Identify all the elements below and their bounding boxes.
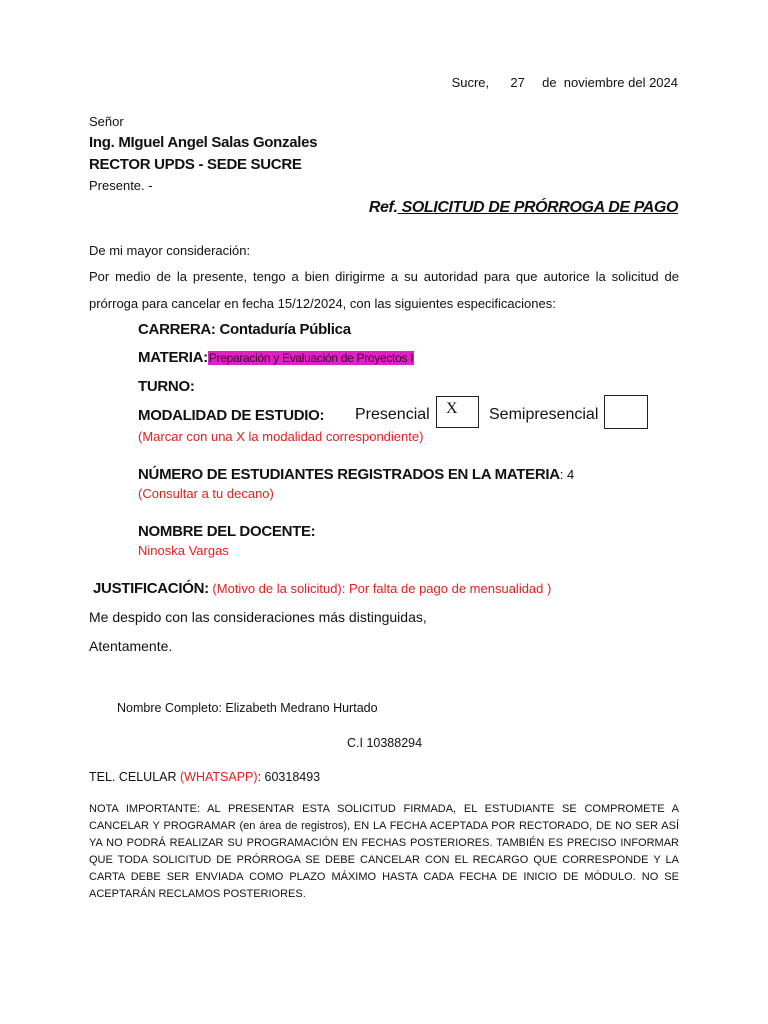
reference-prefix: Ref. bbox=[368, 199, 398, 216]
semipresencial-label: Semipresencial bbox=[489, 406, 599, 423]
tel-value: : 60318493 bbox=[257, 770, 321, 784]
docente-label: NOMBRE DEL DOCENTE: bbox=[138, 523, 316, 540]
justificacion-label: JUSTIFICACIÓN: bbox=[93, 580, 209, 597]
estudiantes-field bbox=[138, 466, 574, 484]
date-day: 27 bbox=[510, 75, 525, 90]
semipresencial-checkbox[interactable] bbox=[604, 395, 648, 429]
date-city: Sucre, bbox=[451, 75, 490, 90]
atentamente: Atentamente. bbox=[89, 638, 173, 654]
recipient-name: Ing. MIguel Angel Salas Gonzales bbox=[89, 134, 318, 151]
estudiantes-value: 4 bbox=[567, 467, 575, 482]
tel-line bbox=[89, 770, 320, 784]
materia-value: Preparación y Evaluación de Proyectos I bbox=[208, 351, 414, 365]
intro-paragraph: Por medio de la presente, tengo a bien dirigirme a su autoridad para que autorice la solicitud de prórroga para cancelar en fecha 15/12/2024, con las siguientes especificaciones: bbox=[89, 269, 679, 311]
nombre-completo: Nombre Completo: Elizabeth Medrano Hurtado bbox=[117, 701, 378, 715]
docente-value: Ninoska Vargas bbox=[138, 543, 229, 558]
reference-subject: SOLICITUD DE PRÓRROGA DE PAGO bbox=[397, 199, 678, 216]
tel-label: TEL. CELULAR bbox=[89, 770, 181, 784]
modalidad-label: MODALIDAD DE ESTUDIO: bbox=[138, 407, 325, 424]
estudiantes-label: NÚMERO DE ESTUDIANTES REGISTRADOS EN LA MATERIA bbox=[138, 466, 560, 483]
salutation: Señor bbox=[89, 114, 124, 129]
estudiantes-note: (Consultar a tu decano) bbox=[138, 486, 274, 501]
estudiantes-colon: : bbox=[559, 467, 567, 482]
justificacion-line bbox=[93, 580, 551, 598]
tel-whatsapp: (WHATSAPP) bbox=[180, 770, 258, 784]
presente: Presente. - bbox=[89, 178, 153, 193]
recipient-position: RECTOR UPDS - SEDE SUCRE bbox=[89, 156, 302, 173]
materia-field bbox=[138, 349, 414, 366]
presencial-checkbox[interactable] bbox=[436, 396, 479, 428]
materia-label: MATERIA: bbox=[138, 349, 208, 366]
date-line bbox=[452, 75, 678, 90]
modalidad-note: (Marcar con una X la modalidad correspondiente) bbox=[138, 429, 424, 444]
presencial-label: Presencial bbox=[355, 406, 430, 423]
turno-label: TURNO: bbox=[138, 378, 195, 395]
presencial-mark: X bbox=[446, 400, 458, 417]
justificacion-value: (Motivo de la solicitud): Por falta de pago de mensualidad ) bbox=[208, 581, 552, 596]
greeting: De mi mayor consideración: bbox=[89, 243, 251, 258]
ci-number: C.I 10388294 bbox=[347, 736, 423, 750]
date-month-year: de noviembre del 2024 bbox=[542, 75, 678, 90]
closing-line: Me despido con las consideraciones más distinguidas, bbox=[89, 609, 427, 625]
carrera-field: CARRERA: Contaduría Pública bbox=[138, 321, 351, 338]
reference-line bbox=[369, 199, 678, 217]
nota-importante: NOTA IMPORTANTE: AL PRESENTAR ESTA SOLICITUD FIRMADA, EL ESTUDIANTE SE COMPROMETE A CANCELAR Y PROGRAMAR (en área de registros), EN LA FECHA ACEPTADA POR RECTORADO, DE NO SER ASÍ YA NO PODRÁ REALIZAR SU PROGRAMACIÓN EN FECHAS POSTERIORES. TAMBIÉN ES PRECISO INFORMAR QUE TODA SOLICITUD DE PRÓRROGA SE DEBE CANCELAR CON EL RECARGO QUE CORRESPONDE Y LA CARTA DEBE SER ENVIADA COMO PLAZO MÁXIMO HASTA CADA FECHA DE INICIO DE MÓDULO. NO SE ACEPTARÁN RECLAMOS POSTERIORES. bbox=[89, 803, 679, 900]
